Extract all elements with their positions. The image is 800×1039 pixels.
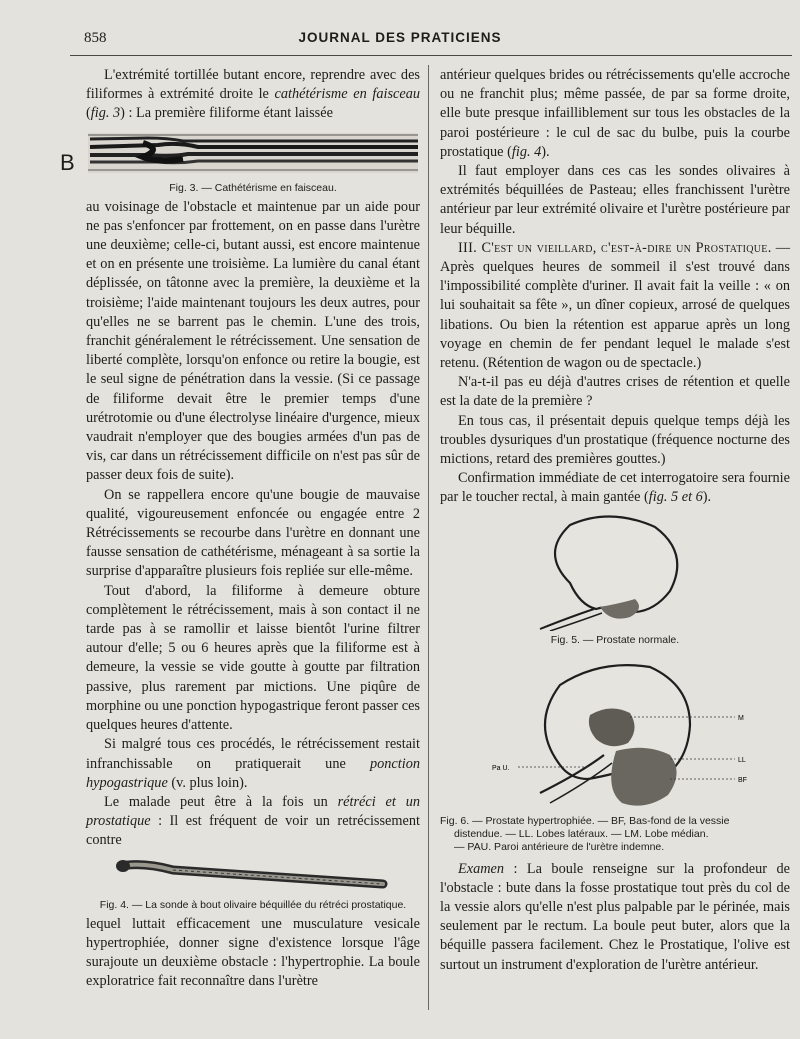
label-bf: BF	[738, 776, 747, 784]
column-divider	[428, 65, 429, 1010]
label-m: M	[738, 714, 744, 722]
figure-5	[440, 513, 790, 647]
paragraph: Si malgré tous ces procédés, le rétrécissement restait infranchissable on pratiquerait une ponction hypogastrique (v. plus loin).	[86, 736, 420, 791]
figure-6-caption-line: — PAU. Paroi antérieure de l'urètre indemne.	[454, 840, 665, 853]
paragraph: Tout d'abord, la filiforme à demeure obture complètement le rétrécissement, mais à son contact il ne tarde pas à se ramollir et laisse bientôt l'urine filtrer autour d'elle; 5 ou 6 heures après que la filiforme est à demeure, la vessie se vide goutte à goutte par filtration passive, plus rarement par mictions. Une piqûre de morphine ou une ponction hypogastrique feront passer ces quelques heures d'attente.	[86, 582, 420, 734]
figure-4	[86, 856, 420, 912]
paragraph: Confirmation immédiate de cet interrogatoire sera fournie par le toucher rectal, à main gantée (fig. 5 et 6).	[440, 470, 790, 506]
figure-5-caption: Fig. 5. — Prostate normale.	[550, 633, 680, 646]
figure-3-caption: Fig. 3. — Cathétérisme en faisceau.	[169, 181, 337, 194]
paragraph: III. C'est un vieillard, c'est-à-dire un Prostatique. — Après quelques heures de sommeil il s'est trouvé dans l'impossibilité complète d'uriner. Il avait fait la veille : « on lui souhaitait sa fête », un dîner copieux, arrosé de quelques libations. Ou bien la rétention est apparue après un long voyage en chemin de fer pendant lequel le malade s'est retenu. (Rétention de wagon ou de spectacle.)	[440, 239, 790, 372]
figure-6-caption-line: Fig. 6. — Prostate hypertrophiée. — BF, Bas-fond de la vessie	[440, 814, 730, 827]
figure-6-caption-line: distendue. — LL. Lobes latéraux. — LM. Lobe médian.	[454, 827, 709, 840]
figure-3-marker: B	[60, 150, 75, 175]
section-heading: III. C'est un vieillard, c'est-à-dire un Prostatique.	[458, 239, 772, 256]
paragraph: lequel luttait efficacement une musculature vesicale hypertrophiée, donner signe d'existence lorsque l'âge surajoute un deuxième obstacle : l'hypertrophie. La boule exploratrice fait reconnaître dans l'urètre	[86, 915, 420, 990]
figure-4-caption: Fig. 4. — La sonde à bout olivaire béquillée du rétréci prostatique.	[99, 898, 407, 911]
olive-sound-illustration	[113, 856, 393, 896]
running-head	[0, 30, 800, 52]
paragraph: antérieur quelques brides ou rétrécissements qu'elle accroche ou ne franchit plus; même passée, de par sa forme droite, elle bute presque infailliblement sur tous les obstacles de la paroi postérieure : le cul de sac du bulbe, puis la courbe prostatique (fig. 4).	[440, 67, 790, 160]
paragraph: En tous cas, il présentait depuis quelque temps déjà les troubles dysuriques d'un prostatique (fréquence nocturne des mictions, retard des premières gouttes.)	[440, 412, 790, 468]
paragraph: au voisinage de l'obstacle et maintenue par un aide pour ne pas s'enfoncer par frottement, on en passe dans l'urètre une deuxième; celle-ci, butant aussi, est encore maintenue et on en présente une troisième. La lumière du canal étant déplissée, on tâtonne avec la première, la deuxième et la troisième; l'aide maintenant toujours les deux autres, pour qu'elles ne se barrent pas le chemin. L'une des trois, franchit généralement le rétrécissement. Une sensation de liberté complète, lorsqu'on enfonce ou retire la bougie, est le seul signe de pénétration dans la vessie. (Si ce passage de filiforme devait être le premier temps d'une urétrotomie ou d'une électrolyse linéaire d'urgence, mieux vaudrait n'employer que des bougies armées d'un pas de vis, car dans un rétrécissement difficile on n'est pas sûr de passer deux fois de suite).	[86, 198, 420, 484]
paragraph: N'a-t-il pas eu déjà d'autres crises de rétention et quelle est la date de la première ?	[440, 374, 790, 410]
label-ll: LL	[738, 756, 746, 764]
right-column	[440, 66, 790, 975]
figure-6	[440, 655, 790, 854]
left-column	[86, 66, 420, 991]
journal-title: JOURNAL DES PRATICIENS	[298, 30, 502, 45]
label-pau: Pa U.	[492, 764, 510, 772]
normal-prostate-illustration	[530, 513, 700, 631]
paragraph: Examen : La boule renseigne sur la profondeur de l'obstacle : bute dans la fosse prostatique tout près du col de la vessie alors qu'elle n'est plus palpable par le périnée, mais seulement par le rectum. La boule peut buter, alors que la béquille passera facilement. Chez le Prostatique, l'olive est surtout un instrument d'exploration de l'urètre antérieur.	[440, 860, 790, 973]
paragraph: Le malade peut être à la fois un rétréci et un prostatique : Il est fréquent de voir un retrécissement contre	[86, 793, 420, 849]
paragraph: On se rappellera encore qu'une bougie de mauvaise qualité, vigoureusement enfoncée ou engagée entre 2 Rétrécissements se recourbe dans l'urètre en donnant une fausse sensation de cathétérisme, ménageant à sa sortie la surprise d'apparaître plusieurs fois repliée sur elle-même.	[86, 486, 420, 580]
paragraph: Il faut employer dans ces cas les sondes olivaires à extrémités béquillées de Pasteau; elles franchissent l'urètre antérieur par leur extrémité olivaire et l'urètre postérieure par leur béquille.	[440, 163, 790, 237]
hypertrophied-prostate-illustration	[440, 655, 790, 815]
filiform-bundle-illustration	[88, 129, 418, 179]
paragraph: L'extrémité tortillée butant encore, reprendre avec des filiformes à extrémité droite le cathétérisme en faisceau (fig. 3) : La première filiforme étant laissée	[86, 67, 420, 122]
header-rule	[70, 55, 792, 56]
page-number: 858	[84, 30, 107, 46]
figure-3	[86, 129, 420, 195]
